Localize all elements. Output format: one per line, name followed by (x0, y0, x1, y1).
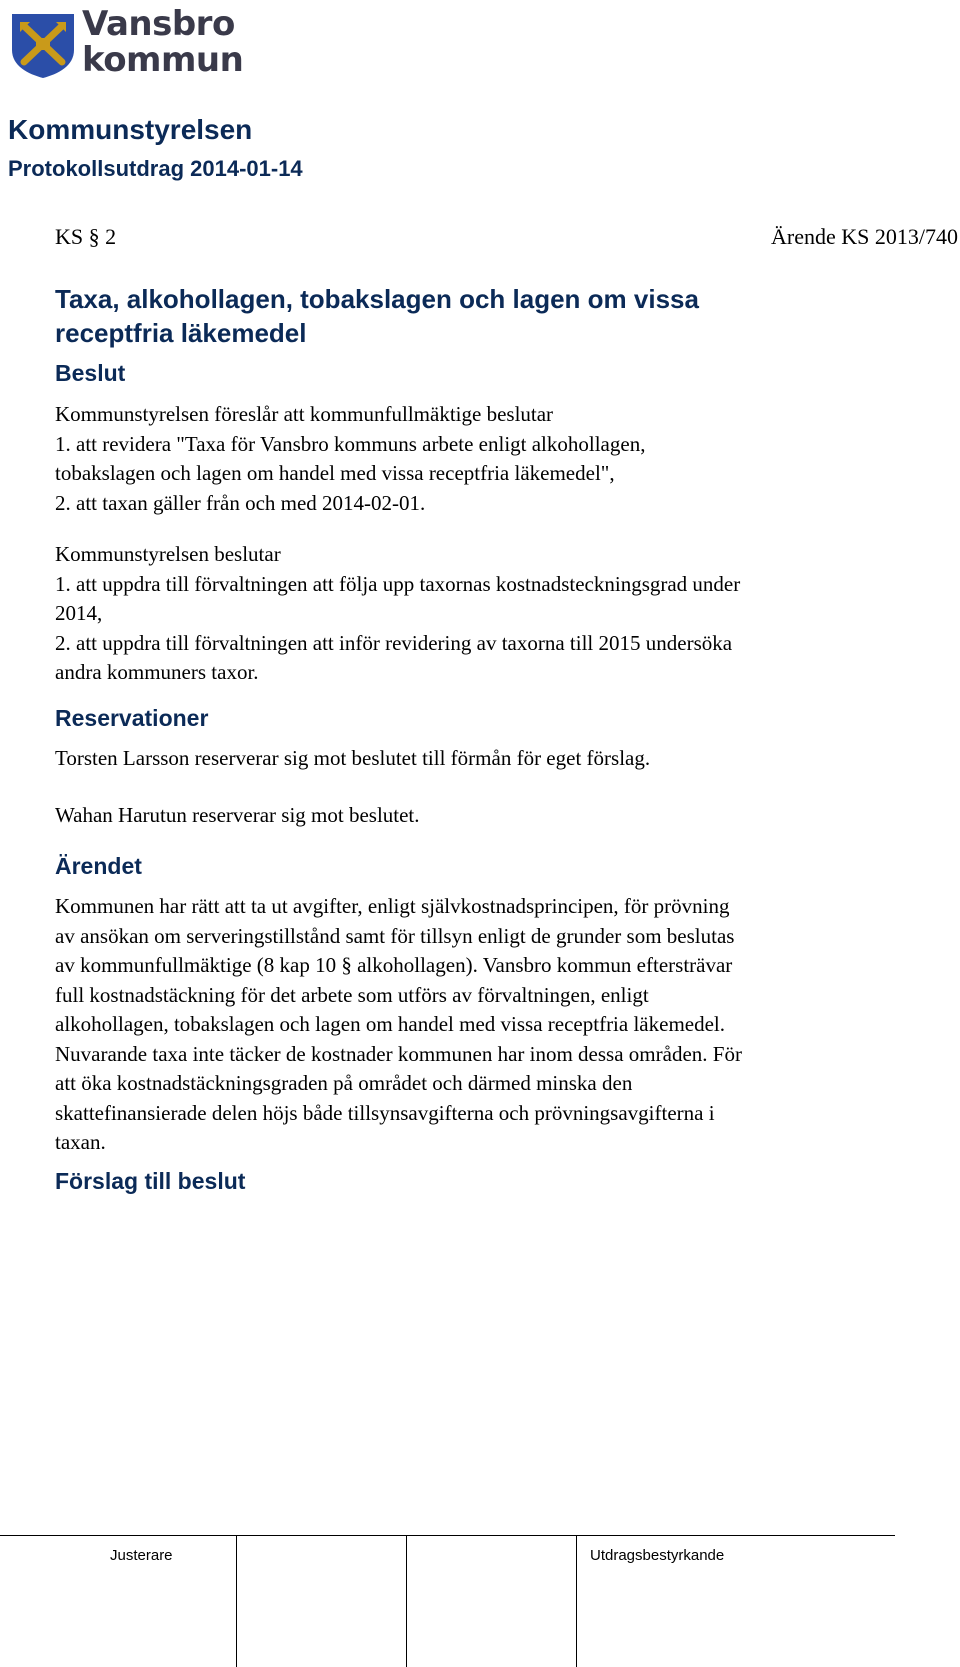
signature-table (0, 1535, 900, 1667)
logo-wordmark (82, 6, 243, 78)
heading-beslut: Beslut (55, 360, 126, 386)
beslut-decisions (55, 540, 915, 688)
case-reference: Ärende KS 2013/740 (771, 224, 958, 249)
text-line: 2. att taxan gäller från och med 2014-02-01. (55, 490, 426, 515)
coat-of-arms-icon (8, 10, 78, 80)
text-line: Kommunstyrelsen föreslår att kommunfullmäktige beslutar (55, 402, 554, 426)
text-line: Nuvarande taxa inte täcker de kostnader kommunen har inom dessa områden. För (55, 1041, 742, 1066)
vansbro-kommun-logo (8, 4, 248, 84)
organization-name: Kommunstyrelsen (8, 114, 253, 145)
text-line: Kommunen har rätt att ta ut avgifter, enligt självkostnadsprincipen, för prövning (55, 894, 730, 918)
item-number: KS § 2 (55, 224, 117, 249)
text-line: Kommunstyrelsen beslutar (55, 542, 281, 566)
reservation-item: Wahan Harutun reserverar sig mot beslutet. (55, 803, 420, 827)
text-line: av ansökan om serveringstillstånd samt för tillsyn enligt de grunder som beslutas (55, 923, 735, 948)
footer-column-divider (576, 1535, 577, 1667)
text-line: skattefinansierade delen höjs både tillsynsavgifterna och prövningsavgifterna i (55, 1100, 715, 1125)
text-line: alkohollagen, tobakslagen och lagen om handel med vissa receptfria läkemedel. (55, 1012, 726, 1036)
footer-divider (0, 1535, 895, 1536)
heading-arendet: Ärendet (55, 853, 142, 879)
footer-column-divider (236, 1535, 237, 1667)
page-title: Taxa, alkohollagen, tobakslagen och lagen om vissa receptfria läkemedel (55, 284, 699, 348)
text-line: 1. att revidera "Taxa för Vansbro kommuns arbete enligt alkohollagen, (55, 431, 646, 456)
text-line: 2. att uppdra till förvaltningen att inför revidering av taxorna till 2015 undersöka (55, 630, 733, 655)
arendet-body (55, 892, 915, 1158)
text-line: 1. att uppdra till förvaltningen att följa upp taxornas kostnadsteckningsgrad under (55, 571, 741, 596)
text-line: taxan. (55, 1130, 106, 1154)
certification-label: Utdragsbestyrkande (590, 1547, 725, 1564)
text-line: att öka kostnadstäckningsgraden på området och därmed minska den (55, 1071, 633, 1095)
text-line: full kostnadstäckning för det arbete som utförs av förvaltningen, enligt (55, 982, 649, 1007)
document-type: Protokollsutdrag 2014-01-14 (8, 156, 303, 181)
text-line: tobakslagen och lagen om handel med vissa receptfria läkemedel", (55, 461, 615, 485)
beslut-proposal (55, 400, 915, 518)
logo-line-2: kommun (82, 40, 244, 80)
reservation-item: Torsten Larsson reserverar sig mot beslutet till förmån för eget förslag. (55, 746, 651, 770)
text-line: 2014, (55, 601, 103, 625)
logo-line-1: Vansbro (82, 4, 235, 44)
heading-forslag-till-beslut: Förslag till beslut (55, 1168, 246, 1194)
text-line: av kommunfullmäktige (8 kap 10 § alkohollagen). Vansbro kommun eftersträvar (55, 953, 733, 977)
heading-reservationer: Reservationer (55, 705, 209, 731)
text-line: andra kommuners taxor. (55, 660, 259, 684)
footer-column-divider (406, 1535, 407, 1667)
reviewer-label: Justerare (110, 1547, 173, 1564)
